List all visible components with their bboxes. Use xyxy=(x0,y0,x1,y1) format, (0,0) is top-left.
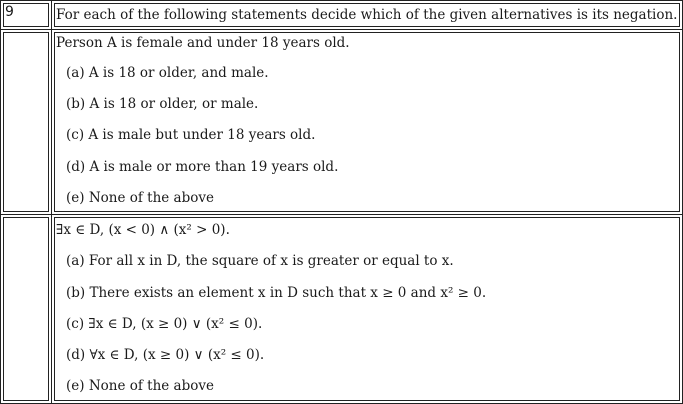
option-2c: (c) ∃x ∈ D, (x ≥ 0) ∨ (x² ≤ 0). xyxy=(66,316,263,332)
statement-1: Person A is female and under 18 years old. xyxy=(56,35,350,51)
option-2a: (a) For all x in D, the square of x is greater or equal to x. xyxy=(66,253,454,269)
option-1d: (d) A is male or more than 19 years old. xyxy=(66,159,339,175)
option-2e: (e) None of the above xyxy=(66,378,214,394)
instruction-cell xyxy=(51,0,683,30)
option-2b: (b) There exists an element x in D such that x ≥ 0 and x² ≥ 0. xyxy=(66,285,487,301)
blank-cell-1 xyxy=(0,29,52,215)
question-number: 9 xyxy=(5,4,14,20)
option-1e: (e) None of the above xyxy=(66,190,214,206)
option-1b: (b) A is 18 or older, or male. xyxy=(66,96,259,112)
instruction-text: For each of the following statements decide which of the given alternatives is its negation. xyxy=(56,7,678,23)
number-cell xyxy=(0,0,52,30)
statement-cell-1 xyxy=(51,29,683,215)
option-1a: (a) A is 18 or older, and male. xyxy=(66,65,269,81)
option-2d: (d) ∀x ∈ D, (x ≥ 0) ∨ (x² ≤ 0). xyxy=(66,347,265,363)
option-1c: (c) A is male but under 18 years old. xyxy=(66,127,316,143)
blank-cell-2 xyxy=(0,214,52,404)
statement-cell-2 xyxy=(51,214,683,404)
statement-2: ∃x ∈ D, (x < 0) ∧ (x² > 0). xyxy=(56,222,230,238)
